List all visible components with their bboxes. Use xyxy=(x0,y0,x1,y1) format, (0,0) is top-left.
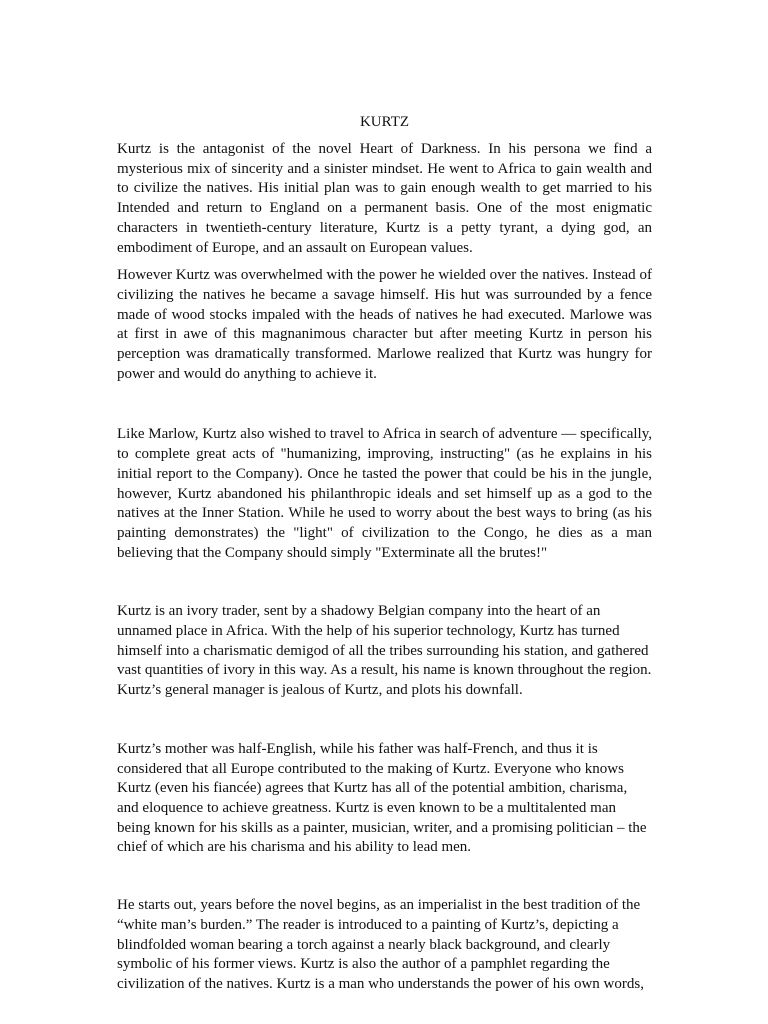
paragraph-ivory-trader: Kurtz is an ivory trader, sent by a shadowy Belgian company into the heart of an unnamed place in Africa. With the help of his superior technology, Kurtz has turned himself into a charismatic demigod of all the tribes surrounding his station, and gathered vast quantities of ivory in this way. As a result, his name is known throughout the region. Kurtz’s general manager is jealous of Kurtz, and plots his downfall. xyxy=(117,603,652,699)
paragraph-power: However Kurtz was overwhelmed with the power he wielded over the natives. Instead of civilizing the natives he became a savage himself. His hut was surrounded by a fence made of wood stocks impaled with the heads of natives he had executed. Marlowe was at first in awe of this magnanimous character but after meeting Kurtz in person his perception was dramatically transformed. Marlowe realized that Kurtz was hungry for power and would do anything to achieve it. xyxy=(117,267,652,382)
paragraph-like-marlow: Like Marlow, Kurtz also wished to travel to Africa in search of adventure — specifically, to complete great acts of "humanizing, improving, instructing" (as he explains in his initial report to the Company). Once he tasted the power that could be his in the jungle, however, Kurtz abandoned his philanthropic ideals and set himself up as a god to the natives at the Inner Station. While he used to worry about the best ways to bring (as his painting demonstrates) the "light" of civilization to the Congo, he dies as a man believing that the Company should simply "Exterminate all the brutes!" xyxy=(117,426,652,561)
document-page xyxy=(117,112,652,995)
page-title: KURTZ xyxy=(359,114,410,130)
paragraph-antagonist: Kurtz is the antagonist of the novel Heart of Darkness. In his persona we find a mysterious mix of sincerity and a sinister mindset. He went to Africa to gain wealth and to civilize the natives. His initial plan was to gain enough wealth to get married to his Intended and return to England on a permanent basis. One of the most enigmatic characters in twentieth-century literature, Kurtz is a petty tyrant, a dying god, an embodiment of Europe, and an assault on European values. xyxy=(117,141,652,256)
paragraph-mother: Kurtz’s mother was half-English, while his father was half-French, and thus it is considered that all Europe contributed to the making of Kurtz. Everyone who knows Kurtz (even his fiancée) agrees that Kurtz has all of the potential ambition, charisma, and eloquence to achieve greatness. Kurtz is even known to be a multitalented man being known for his skills as a painter, musician, writer, and a promising politician – the chief of which are his charisma and his ability to lead men. xyxy=(117,740,647,856)
paragraph-imperialist: He starts out, years before the novel begins, as an imperialist in the best tradition of the “white man’s burden.” The reader is introduced to a painting of Kurtz’s, depicting a blindfolded woman bearing a torch against a nearly black background, and clearly symbolic of his former views. Kurtz is also the author of a pamphlet regarding the civilization of the natives. Kurtz is a man who understands the power of his own words, xyxy=(117,897,644,992)
